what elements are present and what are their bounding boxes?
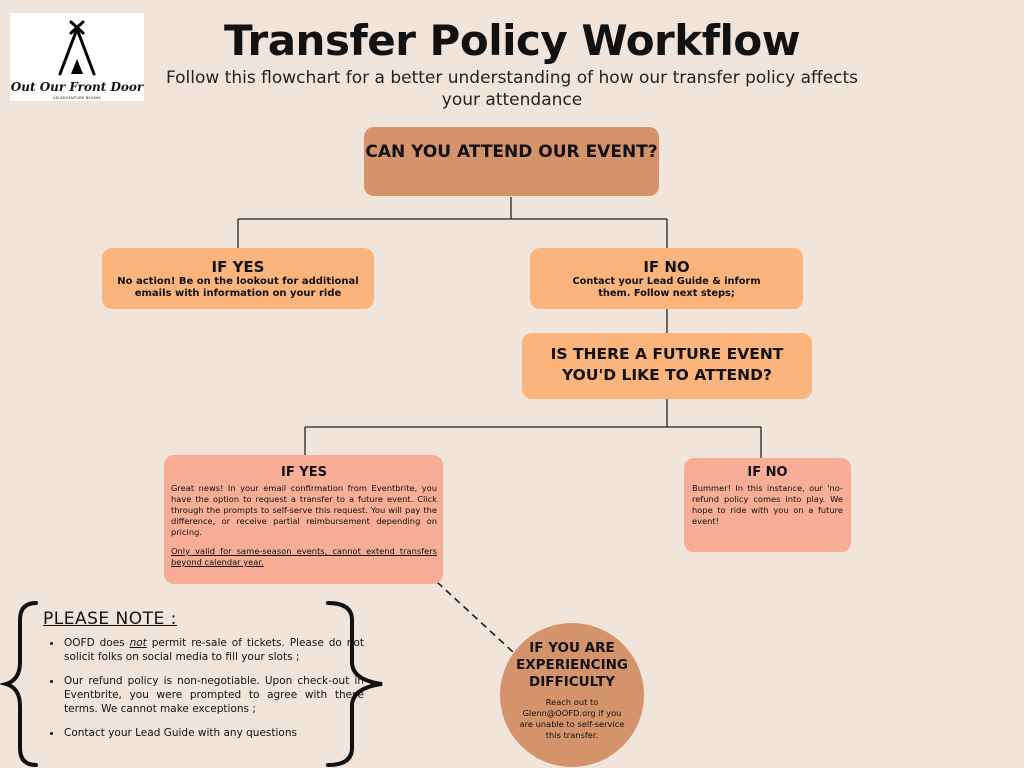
connector-q2 bbox=[305, 399, 761, 458]
teepee-icon bbox=[57, 19, 97, 77]
logo bbox=[10, 13, 144, 101]
difficulty-heading: IF YOU ARE EXPERIENCING DIFFICULTY bbox=[516, 640, 628, 690]
attend-yes-heading: IF YES bbox=[211, 258, 265, 276]
attend-no-heading: IF NO bbox=[643, 258, 690, 276]
left-brace bbox=[6, 603, 36, 765]
question-attend-text: CAN YOU ATTEND OUR EVENT? bbox=[365, 142, 658, 162]
note-item: • Contact your Lead Guide with any questions bbox=[62, 726, 364, 740]
future-yes-note: Only valid for same-season events, cannot extend transfers beyond calendar year. bbox=[171, 546, 437, 567]
difficulty-circle bbox=[500, 623, 644, 767]
future-yes-heading: IF YES bbox=[281, 465, 327, 480]
attend-no-box bbox=[530, 248, 803, 309]
attend-yes-text: No action! Be on the lookout for additional emails with information on your ride bbox=[117, 276, 359, 299]
question-attend-box bbox=[364, 127, 659, 196]
future-no-heading: IF NO bbox=[747, 465, 788, 480]
note-item: • Our refund policy is non-negotiable. Upon check-out in Eventbrite, you were prompted to agree with these terms. We cannot make exceptions ; bbox=[62, 674, 364, 716]
difficulty-text: Reach out to Glenn@OOFD.org if you are unable to self-service this transfer. bbox=[519, 697, 625, 740]
future-yes-box bbox=[164, 455, 443, 584]
note-item: • OOFD does not permit re-sale of tickets. Please do not solicit folks on social media to fill your slots ; bbox=[62, 636, 364, 664]
page-subtitle: Follow this flowchart for a better understanding of how our transfer policy affects your attendance bbox=[165, 68, 859, 110]
note-emphasis: not bbox=[129, 637, 147, 649]
logo-tagline: AN ADVENTURE BEGINS bbox=[53, 96, 101, 100]
attend-yes-box bbox=[102, 248, 374, 309]
logo-name: Out Our Front Door bbox=[10, 80, 144, 94]
page-title: Transfer Policy Workflow bbox=[223, 16, 801, 65]
question-future-event-box bbox=[522, 333, 812, 399]
please-note-list bbox=[42, 636, 364, 750]
attend-no-text: Contact your Lead Guide & inform them. Follow next steps; bbox=[572, 276, 761, 299]
question-future-event-text: IS THERE A FUTURE EVENT YOU'D LIKE TO ATTEND? bbox=[550, 345, 784, 384]
future-yes-text: Great news! In your email confirmation from Eventbrite, you have the option to request a transfer to a future event. Click through the prompts to self-serve this request. You will pay the difference, or receive partial reimbursement depending on pricing. bbox=[171, 483, 437, 537]
future-no-text: Bummer! In this instance, our 'no-refund policy comes into play. We hope to ride with you on a future event! bbox=[692, 483, 843, 526]
connector-q1 bbox=[238, 197, 667, 248]
future-no-box bbox=[684, 458, 851, 552]
please-note-title: PLEASE NOTE : bbox=[43, 609, 177, 629]
